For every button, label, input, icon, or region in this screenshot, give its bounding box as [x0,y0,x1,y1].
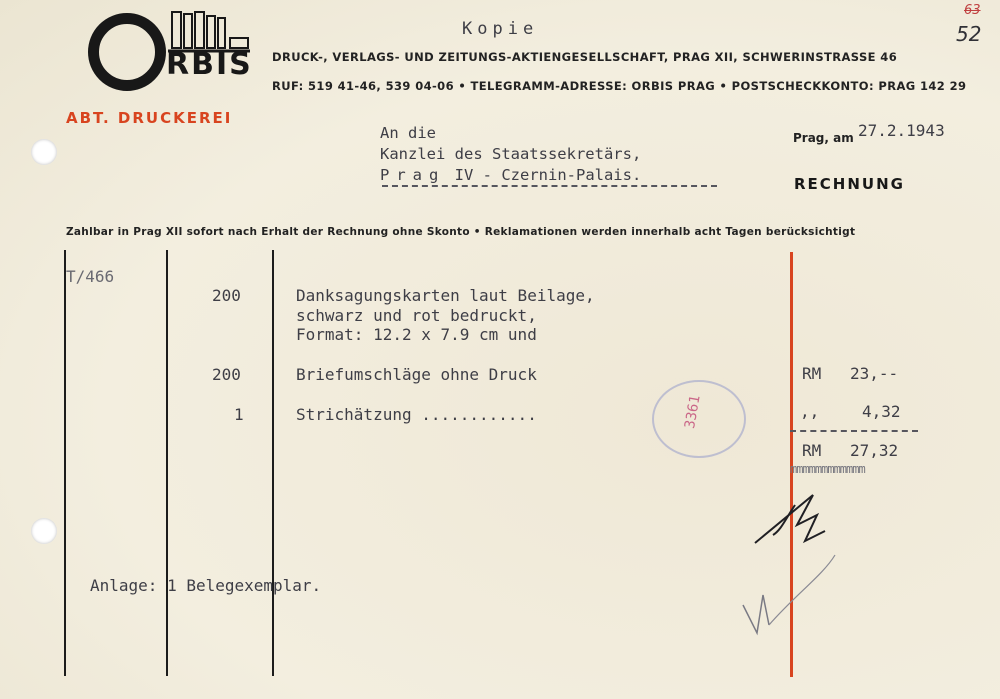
stamp-number: 3361 [682,394,704,430]
total-rule [790,430,918,432]
table-rule [272,250,274,676]
item-currency: RM [802,364,822,383]
punch-hole [31,518,57,544]
table-rule [64,250,66,676]
item-qty: 200 [212,286,241,305]
company-contact: RUF: 519 41-46, 539 04-06 • TELEGRAMM-ADRESSE: ORBIS PRAG • POSTSCHECKKONTO: PRAG 142 29 [272,79,967,93]
total-amount: 27,32 [850,441,899,460]
address-dashes [382,185,717,187]
payment-terms: Zahlbar in Prag XII sofort nach Erhalt der Rechnung ohne Skonto • Reklamationen werden innerhalb acht Tagen berücksichtigt [66,226,856,238]
item-qty: 200 [212,365,241,384]
copy-mark: Kopie [462,19,539,39]
recipient-line-1: An die [380,124,436,142]
reference-number: T/466 [66,267,115,286]
signature-icon [735,485,855,645]
logo-o [88,13,166,91]
item-currency: ,, [800,402,820,421]
recipient-line-3 [380,166,641,184]
item-amount: 23,-- [850,364,899,383]
item-description: Danksagungskarten laut Beilage, [296,286,595,305]
recipient-city: Prag [380,166,446,184]
page-number: 52 [956,22,982,46]
item-qty: 1 [234,405,244,424]
struck-page-number: 63 [964,3,981,18]
department: ABT. DRUCKEREI [66,109,233,127]
item-description: Strichätzung ............ [296,405,537,424]
books-logo-icon [168,10,250,54]
recipient-office: IV - Czernin-Palais. [454,166,642,184]
invoice-date: 27.2.1943 [858,121,945,140]
item-amount: 4,32 [862,402,901,421]
item-description: Format: 12.2 x 7.9 cm und [296,325,537,344]
enclosure-note: Anlage: 1 Belegexemplar. [90,576,322,595]
table-rule [166,250,168,676]
company-name: DRUCK-, VERLAGS- UND ZEITUNGS-AKTIENGESELLSCHAFT, PRAG XII, SCHWERINSTRASSE 46 [272,50,898,64]
recipient-line-2: Kanzlei des Staatssekretärs, [380,145,642,163]
total-currency: RM [802,441,822,460]
document-type: RECHNUNG [794,175,905,193]
punch-hole [31,139,57,165]
item-description: schwarz und rot bedruckt, [296,306,537,325]
place-label: Prag, am [793,131,854,145]
total-underline: mmmmmmmmmmmm [790,462,865,476]
logo-rbis-text: RBIS [166,47,253,82]
item-description: Briefumschläge ohne Druck [296,365,537,384]
